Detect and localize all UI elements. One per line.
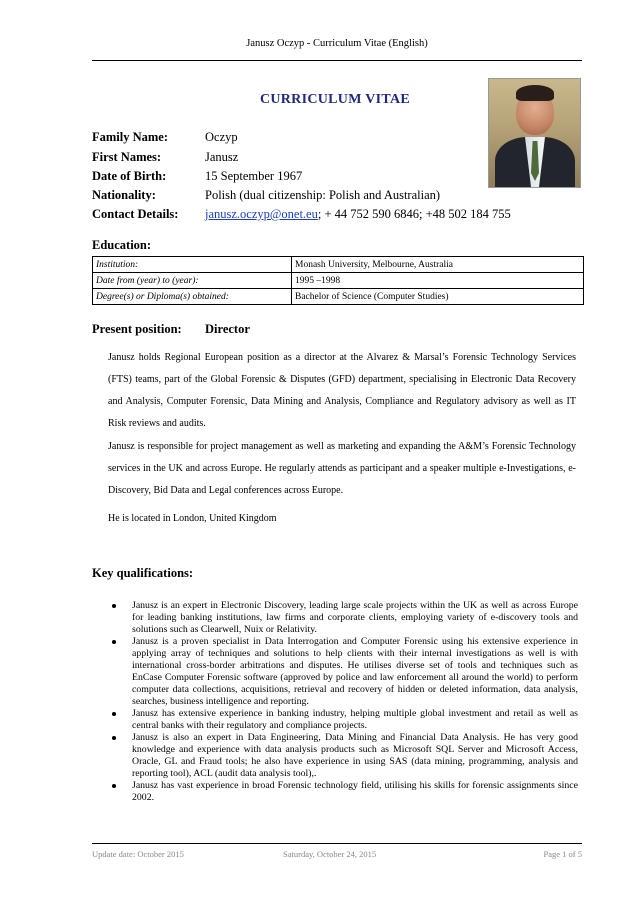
education-table	[92, 256, 584, 305]
qualification-text: Janusz is also an expert in Data Engineering, Data Mining and Financial Data Analysis. He has very good knowledge and experience with data analysis products such as Microsoft SQL Server and Microsoft Access, Oracle, GL and Fraud tools; he also have experience in using SAS (data mining, programming, analysis and reporting tool), ACL (audit data analysis tool),.	[132, 732, 578, 779]
list-item	[108, 780, 578, 804]
position-paragraph: Janusz holds Regional European position as a director at the Alvarez & Marsal’s Forensic Technology Services (FTS) teams, part of the Global Forensic & Disputes (GFD) department, specialising in Electronic Data Recovery and Analysis, Computer Forensic, Data Mining and Analysis, Compliance and Regulatory advisory as well as IT Risk reviews and audits.	[108, 352, 576, 429]
location-paragraph: He is located in London, United Kingdom	[108, 513, 277, 524]
position-paragraph: Janusz is responsible for project management as well as marketing and expanding the A&M’s Forensic Technology services in the UK and across Europe. He regularly attends as participant and a speaker multiple e-Investigations, e-Discovery, Bid Data and Legal conferences across Europe.	[108, 441, 576, 496]
nationality-value: Polish (dual citizenship: Polish and Australian)	[205, 188, 441, 202]
present-position-label: Present position:	[92, 322, 182, 336]
contact-details-label: Contact Details:	[92, 207, 179, 221]
footer-print-date: Saturday, October 24, 2015	[283, 849, 377, 859]
nationality-label: Nationality:	[92, 188, 156, 202]
date-of-birth-label: Date of Birth:	[92, 169, 167, 183]
document-title: CURRICULUM VITAE	[259, 92, 411, 107]
first-names-label: First Names:	[92, 150, 162, 164]
present-position-value: Director	[205, 322, 250, 336]
qualifications-list	[108, 600, 578, 804]
footer-page-number: Page 1 of 5	[543, 849, 582, 859]
key-qualifications-heading: Key qualifications:	[92, 566, 194, 580]
bullet-icon	[112, 784, 116, 788]
bullet-icon	[112, 712, 116, 716]
list-item	[108, 708, 578, 732]
education-key: Date from (year) to (year):	[93, 273, 292, 289]
footer-update-date: Update date: October 2015	[92, 849, 184, 859]
qualification-text: Janusz is an expert in Electronic Discovery, leading large scale projects within the UK as well as across Europe for leading banking institutions, law firms and corporate clients, employing variety of e-discovery tools and solutions such as Clearwell, Nuix or Relativity.	[132, 600, 578, 635]
contact-details-value	[205, 207, 511, 222]
list-item	[108, 636, 578, 708]
list-item	[108, 600, 578, 636]
education-heading: Education:	[92, 238, 152, 252]
qualification-text: Janusz has extensive experience in banking industry, helping multiple global investment and retail as well as central banks with their regulatory and compliance projects.	[132, 708, 578, 731]
footer-rule	[92, 843, 582, 844]
list-item	[108, 732, 578, 780]
phone-numbers: ; + 44 752 590 6846; +48 502 184 755	[317, 207, 511, 221]
table-row	[93, 273, 584, 289]
bullet-icon	[112, 640, 116, 644]
bullet-icon	[112, 736, 116, 740]
qualification-text: Janusz has vast experience in broad Forensic technology field, utilising his skills for forensic assignments since 2002.	[132, 780, 578, 803]
education-key: Degree(s) or Diploma(s) obtained:	[93, 289, 292, 305]
table-row	[93, 289, 584, 305]
education-value: Monash University, Melbourne, Australia	[292, 257, 584, 273]
family-name-label: Family Name:	[92, 130, 169, 144]
education-value: Bachelor of Science (Computer Studies)	[292, 289, 584, 305]
running-header: Janusz Oczyp - Curriculum Vitae (English)	[246, 38, 428, 49]
profile-photo	[488, 78, 581, 188]
education-key: Institution:	[93, 257, 292, 273]
email-link[interactable]: janusz.oczyp@onet.eu	[205, 207, 318, 221]
table-row	[93, 257, 584, 273]
photo-hair	[516, 85, 554, 101]
family-name-value: Oczyp	[205, 130, 238, 144]
education-value: 1995 –1998	[292, 273, 584, 289]
first-names-value: Janusz	[205, 150, 239, 164]
qualification-text: Janusz is a proven specialist in Data Interrogation and Computer Forensic using his extensive experience in applying array of techniques and solutions to help clients with their internal investigations as well is with international cross-border arbitrations and disputes. He utilises diverse set of tools and techniques such as EnCase Computer Forensic software (approved by police and law enforcement all around the world) to perform computer data collections, acquisitions, retrieval and recovery of hidden or deleted information, data analysis, searches, business intelligence and reporting.	[132, 636, 578, 707]
header-rule	[92, 60, 582, 61]
bullet-icon	[112, 604, 116, 608]
date-of-birth-value: 15 September 1967	[205, 169, 303, 183]
